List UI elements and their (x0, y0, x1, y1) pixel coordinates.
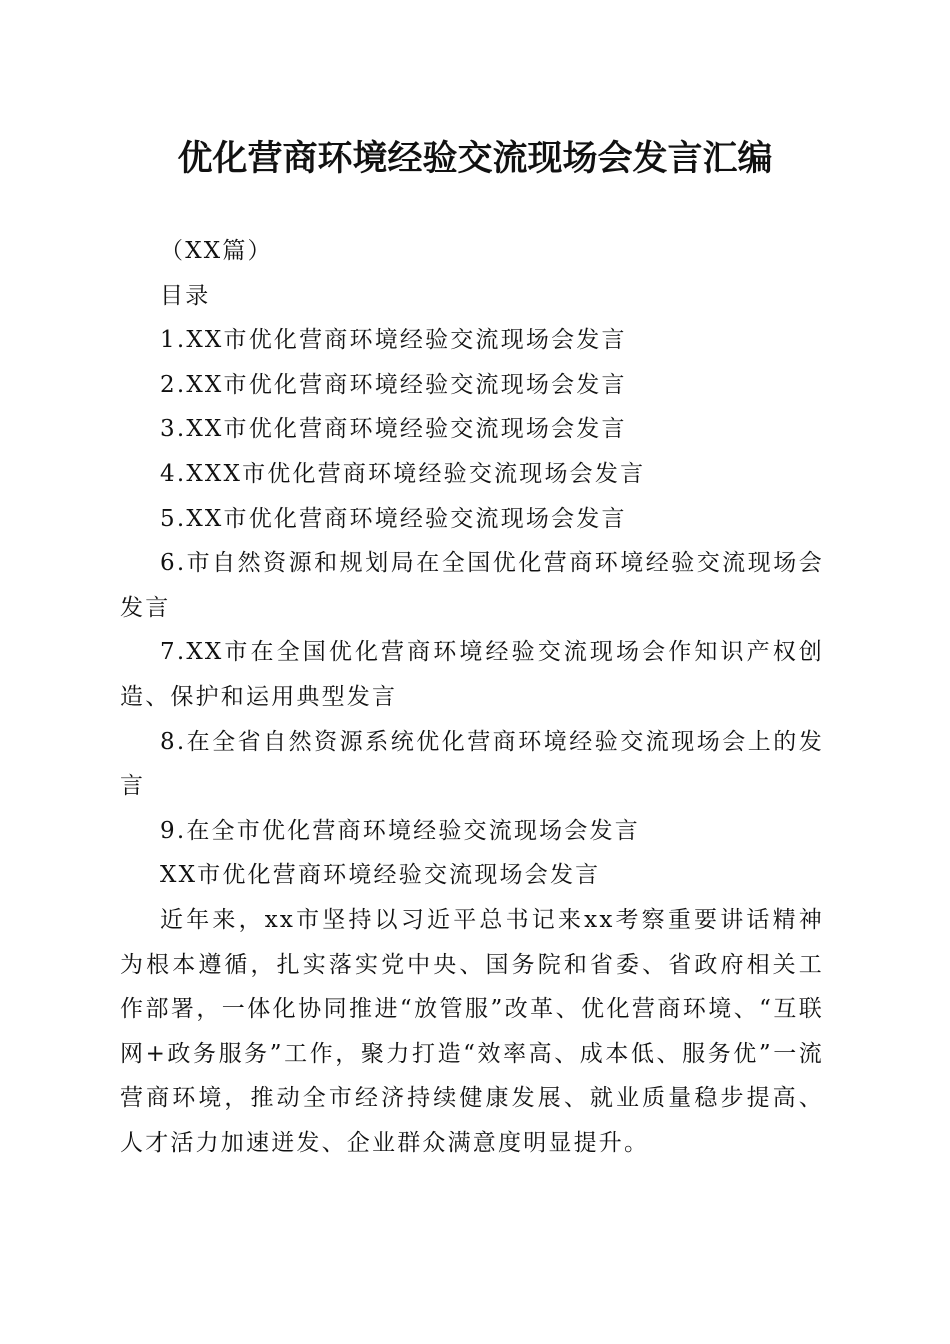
toc-heading: 目录 (160, 282, 211, 309)
edition-note: （XX篇） (160, 238, 273, 264)
toc-item: 9.在全市优化营商环境经验交流现场会发言 (160, 817, 640, 844)
toc-item: 8.在全省自然资源系统优化营商环境经验交流现场会上的发言 (120, 728, 824, 800)
document-body (120, 229, 824, 1165)
toc-item: 1.XX市优化营商环境经验交流现场会发言 (160, 327, 627, 354)
section-title: XX市优化营商环境经验交流现场会发言 (160, 862, 601, 889)
toc-item: 3.XX市优化营商环境经验交流现场会发言 (160, 416, 627, 443)
body-paragraph: 近年来，xx市坚持以习近平总书记来xx考察重要讲话精神为根本遵循，扎实落实党中央、国务院和省委、省政府相关工作部署，一体化协同推进“放管服”改革、优化营商环境、“互联网+政务服务”工作，聚力打造“效率高、成本低、服务优”一流营商环境，推动全市经济持续健康发展、就业质量稳步提高、人才活力加速迸发、企业群众满意度明显提升。 (120, 906, 824, 1156)
toc-item: 5.XX市优化营商环境经验交流现场会发言 (160, 505, 627, 532)
toc-item: 4.XXX市优化营商环境经验交流现场会发言 (160, 460, 646, 487)
document-title: 优化营商环境经验交流现场会发言汇编 (177, 138, 773, 179)
toc-item: 2.XX市优化营商环境经验交流现场会发言 (160, 371, 627, 398)
toc-item: 6.市自然资源和规划局在全国优化营商环境经验交流现场会发言 (120, 550, 824, 621)
toc-item: 7.XX市在全国优化营商环境经验交流现场会作知识产权创造、保护和运用典型发言 (120, 639, 824, 710)
